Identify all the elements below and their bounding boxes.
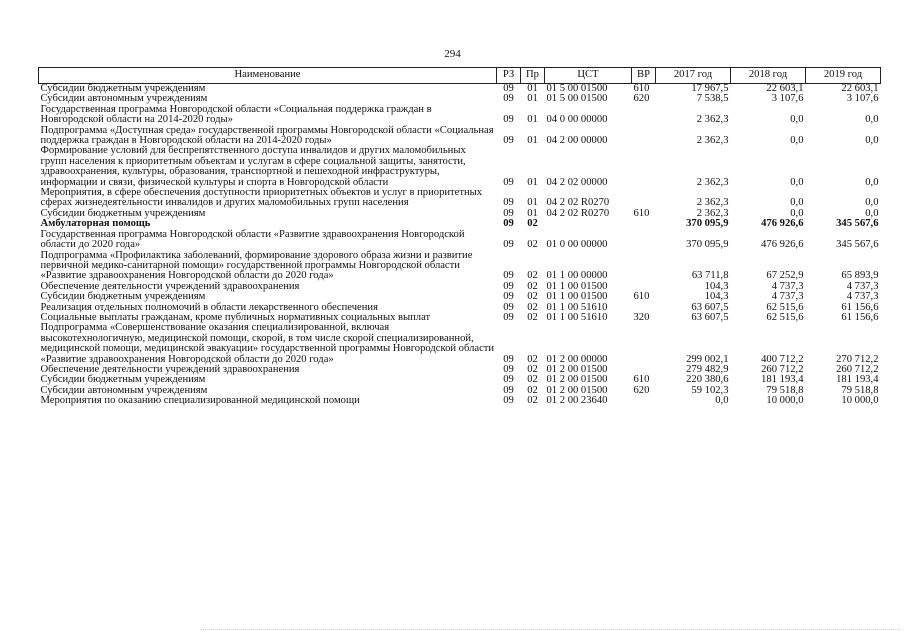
row-pr: 02 <box>527 239 538 251</box>
row-vr: 610 <box>633 291 650 303</box>
row-pr: 02 <box>527 291 538 303</box>
row-value-2018: 260 712,2 <box>761 363 804 375</box>
row-value-2019: 0,0 <box>865 176 879 188</box>
row-value-2017: 104,3 <box>704 291 729 303</box>
row-rz: 09 <box>503 353 514 365</box>
table-row <box>39 126 881 147</box>
row-rz: 09 <box>503 291 514 303</box>
row-value-2018: 181 193,4 <box>761 374 804 386</box>
page-bottom-artifact <box>200 629 900 634</box>
row-value-2017: 63 711,8 <box>691 270 729 282</box>
row-value-2017: 104,3 <box>704 280 729 292</box>
row-value-2018: 4 737,3 <box>771 291 804 303</box>
row-pr: 02 <box>527 384 538 396</box>
row-vr: 610 <box>633 83 650 94</box>
row-name: Социальные выплаты гражданам, кроме публичных нормативных социальных выплат <box>40 311 431 323</box>
row-value-2018: 476 926,6 <box>761 239 804 251</box>
row-pr: 01 <box>527 176 538 188</box>
row-name: Подпрограмма «Профилактика заболеваний, формирование здорового образа жизни и развитие первичной медико-санитарной помощи» государственной программы Новгородской области «Развитие здравоохранения Новгородской области до 2020 года» <box>40 249 473 282</box>
row-value-2018: 0,0 <box>790 135 804 147</box>
table-row <box>39 230 881 251</box>
row-cst: 01 2 00 01500 <box>546 384 608 396</box>
row-pr: 01 <box>527 93 538 105</box>
row-pr: 02 <box>527 374 538 386</box>
row-pr: 01 <box>527 197 538 209</box>
row-rz: 09 <box>503 207 514 219</box>
row-pr: 02 <box>527 363 538 375</box>
row-cst: 01 1 00 51610 <box>546 311 608 323</box>
row-value-2017: 59 102,3 <box>691 384 729 396</box>
row-value-2017: 0,0 <box>715 395 729 407</box>
row-rz: 09 <box>503 363 514 375</box>
row-value-2018: 22 603,1 <box>766 83 804 94</box>
row-rz: 09 <box>503 176 514 188</box>
row-value-2018: 62 515,6 <box>766 301 804 313</box>
row-pr: 02 <box>527 270 538 282</box>
row-value-2018: 62 515,6 <box>766 311 804 323</box>
row-pr: 02 <box>527 301 538 313</box>
header-2018: 2018 год <box>731 68 806 84</box>
row-name: Субсидии автономным учреждениям <box>40 384 208 396</box>
header-name: Наименование <box>39 68 497 84</box>
row-cst: 01 5 00 01500 <box>546 83 608 94</box>
row-rz: 09 <box>503 197 514 209</box>
row-cst: 04 2 00 00000 <box>546 135 608 147</box>
row-value-2019: 260 712,2 <box>836 363 879 375</box>
row-rz: 09 <box>503 114 514 126</box>
row-value-2018: 4 737,3 <box>771 280 804 292</box>
row-value-2019: 181 193,4 <box>836 374 879 386</box>
row-value-2018: 0,0 <box>790 207 804 219</box>
row-pr: 02 <box>527 311 538 323</box>
row-value-2019: 0,0 <box>865 114 879 126</box>
row-value-2019: 270 712,2 <box>836 353 879 365</box>
row-vr: 620 <box>633 384 650 396</box>
row-rz: 09 <box>503 270 514 282</box>
row-cst: 04 2 02 R0270 <box>546 207 610 219</box>
table-header-row <box>39 68 881 84</box>
row-value-2018: 3 107,6 <box>771 93 804 105</box>
row-value-2019: 61 156,6 <box>841 301 879 313</box>
row-rz: 09 <box>503 239 514 251</box>
row-cst: 01 2 00 00000 <box>546 353 608 365</box>
row-cst: 01 2 00 23640 <box>546 395 608 407</box>
row-pr: 01 <box>527 114 538 126</box>
row-name: Мероприятия, в сфере обеспечения доступности приоритетных объектов и услуг в приоритетных сферах жизнедеятельности инвалидов и других маломобильных групп населения <box>40 187 483 209</box>
row-value-2017: 2 362,3 <box>696 135 729 147</box>
row-value-2017: 370 095,9 <box>686 218 729 230</box>
row-pr: 02 <box>527 280 538 292</box>
header-2019: 2019 год <box>806 68 881 84</box>
header-pr: Пр <box>521 68 545 84</box>
row-value-2018: 67 252,9 <box>766 270 804 282</box>
row-value-2019: 345 567,6 <box>836 218 879 230</box>
row-vr <box>632 105 656 126</box>
row-cst: 04 2 02 00000 <box>546 176 608 188</box>
row-value-2017: 17 967,5 <box>691 83 729 94</box>
row-value-2017: 2 362,3 <box>696 114 729 126</box>
row-name: Государственная программа Новгородской области «Социальная поддержка граждан в Новгородской области на 2014-2020 годы» <box>40 103 432 126</box>
table-row <box>39 188 881 209</box>
table-row <box>39 251 881 282</box>
row-vr: 610 <box>633 207 650 219</box>
row-cst: 01 2 00 01500 <box>546 374 608 386</box>
row-value-2017: 63 607,5 <box>691 311 729 323</box>
row-value-2018: 0,0 <box>790 114 804 126</box>
row-rz: 09 <box>503 384 514 396</box>
row-value-2017: 220 380,6 <box>686 374 729 386</box>
table-row <box>39 396 881 406</box>
row-cst: 01 0 00 00000 <box>546 239 608 251</box>
header-cst: ЦСТ <box>545 68 632 84</box>
row-cst: 04 0 00 00000 <box>546 114 608 126</box>
row-value-2017: 2 362,3 <box>696 176 729 188</box>
table-row <box>39 146 881 188</box>
row-value-2018: 476 926,6 <box>761 218 804 230</box>
row-rz: 09 <box>503 395 514 407</box>
row-name: Подпрограмма «Совершенствование оказания специализированной, включая высокотехнологичную, медицинской помощи, скорой, в том числе скорой специализированной, медицинской помощи, медицинской эвакуации» государственной программы Новгородской области «Развитие здравоохранения Новгородской области до 2020 года» <box>40 322 495 365</box>
header-2017: 2017 год <box>656 68 731 84</box>
header-rz: РЗ <box>497 68 521 84</box>
row-value-2017: 63 607,5 <box>691 301 729 313</box>
row-value-2019: 4 737,3 <box>846 291 879 303</box>
row-pr: 02 <box>527 395 538 407</box>
row-value-2018: 0,0 <box>790 176 804 188</box>
row-value-2019: 345 567,6 <box>836 239 879 251</box>
table-row <box>39 292 881 302</box>
row-cst: 01 5 00 01500 <box>546 93 608 105</box>
row-vr <box>632 230 656 251</box>
row-value-2018: 10 000,0 <box>766 395 804 407</box>
row-name: Субсидии бюджетным учреждениям <box>40 83 206 94</box>
row-cst: 01 2 00 01500 <box>546 363 608 375</box>
row-rz: 09 <box>503 280 514 292</box>
row-rz: 09 <box>503 301 514 313</box>
row-name: Амбулаторная помощь <box>40 218 151 230</box>
row-value-2018: 400 712,2 <box>761 353 804 365</box>
row-vr: 320 <box>633 311 650 323</box>
row-value-2019: 61 156,6 <box>841 311 879 323</box>
row-vr: 610 <box>633 374 650 386</box>
row-vr <box>632 126 656 147</box>
row-value-2017: 7 538,5 <box>696 93 729 105</box>
row-value-2017: 2 362,3 <box>696 207 729 219</box>
page-number: 294 <box>444 48 461 60</box>
row-name: Субсидии бюджетным учреждениям <box>40 374 206 386</box>
row-value-2018: 79 518,8 <box>766 384 804 396</box>
row-value-2017: 299 002,1 <box>686 353 729 365</box>
row-rz: 09 <box>503 218 514 230</box>
row-cst <box>545 219 632 229</box>
row-value-2019: 22 603,1 <box>841 83 879 94</box>
budget-table <box>38 67 881 407</box>
row-cst: 01 1 00 01500 <box>546 291 608 303</box>
table-row <box>39 105 881 126</box>
row-rz: 09 <box>503 135 514 147</box>
row-pr: 01 <box>527 83 538 94</box>
row-name: Субсидии бюджетным учреждениям <box>40 291 206 303</box>
row-value-2017: 370 095,9 <box>686 239 729 251</box>
row-name: Подпрограмма «Доступная среда» государственной программы Новгородской области «Социальная поддержка граждан в Новгородской области на 2014-2020 годы» <box>40 124 494 147</box>
row-name: Государственная программа Новгородской области «Развитие здравоохранения Новгородской области до 2020 года» <box>40 228 465 251</box>
row-rz: 09 <box>503 311 514 323</box>
row-cst: 01 1 00 51610 <box>546 301 608 313</box>
row-value-2019: 65 893,9 <box>841 270 879 282</box>
row-name: Субсидии бюджетным учреждениям <box>40 207 206 219</box>
row-value-2019: 10 000,0 <box>841 395 879 407</box>
row-vr <box>632 188 656 209</box>
row-value-2019: 79 518,8 <box>841 384 879 396</box>
row-name: Мероприятия по оказанию специализированной медицинской помощи <box>40 395 360 407</box>
row-vr <box>632 219 656 229</box>
row-value-2017: 279 482,9 <box>686 363 729 375</box>
row-rz: 09 <box>503 93 514 105</box>
row-pr: 02 <box>527 218 538 230</box>
row-value-2019: 0,0 <box>865 197 879 209</box>
row-vr <box>632 323 656 365</box>
row-vr <box>632 251 656 282</box>
row-vr: 620 <box>633 93 650 105</box>
row-value-2019: 4 737,3 <box>846 280 879 292</box>
row-vr <box>632 396 656 406</box>
row-name: Обеспечение деятельности учреждений здравоохранения <box>40 280 300 292</box>
row-name: Реализация отдельных полномочий в области лекарственного обеспечения <box>40 301 378 313</box>
row-pr: 01 <box>527 135 538 147</box>
row-vr <box>632 146 656 188</box>
header-vr: ВР <box>632 68 656 84</box>
row-value-2019: 0,0 <box>865 135 879 147</box>
row-value-2019: 0,0 <box>865 207 879 219</box>
row-value-2018: 0,0 <box>790 197 804 209</box>
row-name: Формирование условий для беспрепятственного доступа инвалидов и других маломобильных групп населения к приоритетным объектам и услугам в сфере социальной защиты, занятости, здравоохранения, культуры, образования, транспортной и пешеходной инфраструктуры, информации и связи, физической культуры и спорта в Новгородской области <box>40 145 466 188</box>
row-pr: 01 <box>527 207 538 219</box>
row-name: Обеспечение деятельности учреждений здравоохранения <box>40 363 300 375</box>
row-rz: 09 <box>503 83 514 94</box>
table-row <box>39 209 881 219</box>
row-cst: 01 1 00 00000 <box>546 270 608 282</box>
row-value-2019: 3 107,6 <box>846 93 879 105</box>
table-row <box>39 323 881 365</box>
row-cst: 01 1 00 01500 <box>546 280 608 292</box>
row-pr: 02 <box>527 353 538 365</box>
row-name: Субсидии автономным учреждениям <box>40 93 208 105</box>
row-value-2017: 2 362,3 <box>696 197 729 209</box>
row-rz: 09 <box>503 374 514 386</box>
row-cst: 04 2 02 R0270 <box>546 197 610 209</box>
